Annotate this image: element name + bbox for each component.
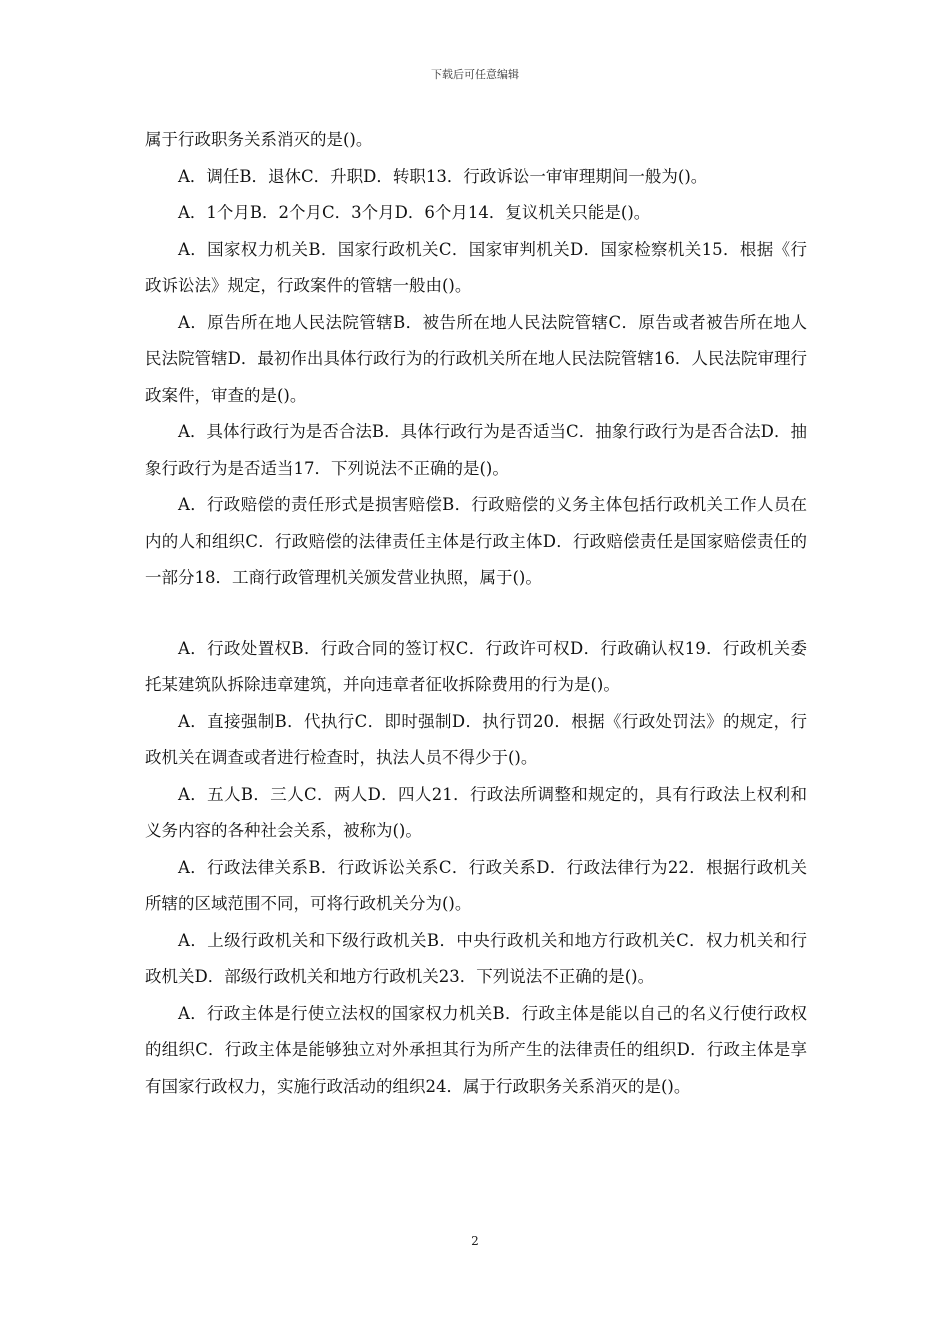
paragraph-8: A．行政处置权B．行政合同的签订权C．行政许可权D．行政确认权19．行政机关委托某建筑队拆除违章建筑，并向违章者征收拆除费用的行为是()。: [145, 638, 807, 694]
paragraph-12: A．上级行政机关和下级行政机关B．中央行政机关和地方行政机关C．权力机关和行政机关D．部级行政机关和地方行政机关23．下列说法不正确的是()。: [145, 930, 807, 986]
paragraph-6: A．具体行政行为是否合法B．具体行政行为是否适当C．抽象行政行为是否合法D．抽象行政行为是否适当17．下列说法不正确的是()。: [145, 422, 807, 478]
paragraph-9: A．直接强制B．代执行C．即时强制D．执行罚20．根据《行政处罚法》的规定，行政机关在调查或者进行检查时，执法人员不得少于()。: [145, 711, 807, 767]
paragraph-5: A．原告所在地人民法院管辖B．被告所在地人民法院管辖C．原告或者被告所在地人民法院管辖D．最初作出具体行政行为的行政机关所在地人民法院管辖16．人民法院审理行政案件，审查的是()。: [145, 312, 807, 405]
paragraph-11: A．行政法律关系B．行政诉讼关系C．行政关系D．行政法律行为22．根据行政机关所辖的区域范围不同，可将行政机关分为()。: [145, 857, 807, 913]
paragraph-3: A．1个月B．2个月C．3个月D．6个月14．复议机关只能是()。: [178, 203, 651, 222]
paragraph-13: A．行政主体是行使立法权的国家权力机关B．行政主体是能以自己的名义行使行政权的组织C．行政主体是能够独立对外承担其行为所产生的法律责任的组织D．行政主体是享有国家行政权力，实施行政活动的组织24．属于行政职务关系消灭的是()。: [145, 1003, 807, 1096]
paragraph-2: A．调任B．退休C．升职D．转职13．行政诉讼一审审理期间一般为()。: [178, 166, 708, 186]
paragraph-7: A．行政赔偿的责任形式是损害赔偿B．行政赔偿的义务主体包括行政机关工作人员在内的人和组织C．行政赔偿的法律责任主体是行政主体D．行政赔偿责任是国家赔偿责任的一部分18．工商行政管理机关颁发营业执照，属于()。: [145, 495, 807, 587]
page-number: 2: [471, 1234, 479, 1248]
paragraph-gap: [145, 597, 807, 631]
paragraph-1: 属于行政职务关系消灭的是()。: [145, 130, 373, 149]
document-body: [145, 122, 807, 1105]
paragraph-4: A．国家权力机关B．国家行政机关C．国家审判机关D．国家检察机关15．根据《行政诉讼法》规定，行政案件的管辖一般由()。: [145, 239, 807, 295]
page-header-note: 下载后可任意编辑: [431, 68, 519, 81]
paragraph-10: A．五人B．三人C．两人D．四人21．行政法所调整和规定的，具有行政法上权利和义务内容的各种社会关系，被称为()。: [145, 784, 807, 840]
